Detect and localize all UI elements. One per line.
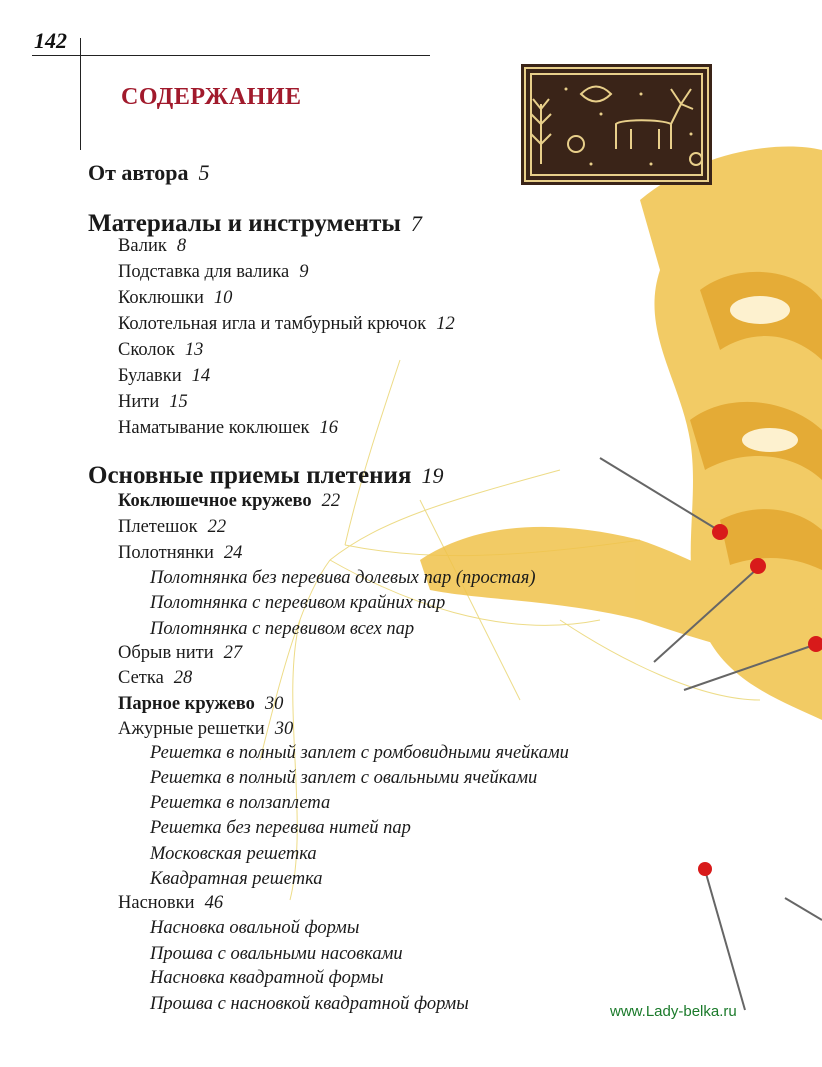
toc-entry-title: Коклюшки bbox=[118, 288, 204, 308]
toc-entry bbox=[88, 160, 210, 186]
toc-entry bbox=[118, 392, 188, 413]
toc-entry bbox=[88, 210, 422, 238]
toc-entry bbox=[118, 517, 226, 538]
toc-entry bbox=[118, 668, 192, 689]
toc-entry-page: 8 bbox=[176, 236, 187, 256]
toc-entry bbox=[118, 643, 242, 664]
toc-entry-title: Решетка в полный заплет с ромбовидными ячейками bbox=[150, 743, 569, 763]
page-title: СОДЕРЖАНИЕ bbox=[121, 84, 302, 110]
toc-entry bbox=[150, 568, 536, 589]
toc-entry-title: Наматывание коклюшек bbox=[118, 418, 310, 438]
toc-entry-page: 22 bbox=[207, 517, 227, 537]
toc-entry-title: Ажурные решетки bbox=[118, 719, 265, 739]
toc-entry bbox=[150, 944, 403, 965]
toc-entry bbox=[150, 994, 469, 1015]
toc-entry bbox=[118, 314, 455, 335]
toc-entry bbox=[118, 418, 338, 439]
toc-entry-title: Валик bbox=[118, 236, 167, 256]
toc-entry-title: Основные приемы плетения bbox=[88, 462, 412, 489]
toc-entry-page: 22 bbox=[321, 491, 341, 511]
toc-entry bbox=[118, 366, 210, 387]
toc-entry-title: Прошва с овальными насовками bbox=[150, 944, 403, 964]
toc-entry bbox=[150, 743, 569, 764]
toc-entry-title: Полотнянка без перевива долевых пар (простая) bbox=[150, 568, 536, 588]
toc-entry bbox=[150, 968, 383, 989]
toc-entry bbox=[118, 340, 203, 361]
toc-entry bbox=[88, 462, 443, 490]
toc-entry-page: 12 bbox=[436, 314, 455, 334]
toc-entry bbox=[150, 844, 317, 865]
toc-entry bbox=[150, 593, 445, 614]
toc-entry-title: Плетешок bbox=[118, 517, 198, 537]
toc-entry-title: Сетка bbox=[118, 668, 164, 688]
watermark-url: www.Lady-belka.ru bbox=[610, 1003, 737, 1020]
toc-entry-page: 30 bbox=[264, 694, 284, 714]
toc-entry-title: Парное кружево bbox=[118, 694, 255, 714]
toc-entry-page: 10 bbox=[213, 288, 233, 308]
toc-entry-title: Обрыв нити bbox=[118, 643, 214, 663]
toc-entry bbox=[150, 918, 359, 939]
toc-entry-page: 28 bbox=[173, 668, 193, 688]
toc-entry-title: Насновка квадратной формы bbox=[150, 968, 384, 988]
toc-entry bbox=[118, 491, 340, 512]
toc-entry-page: 7 bbox=[410, 211, 422, 236]
toc-entry-title: Подставка для валика bbox=[118, 262, 290, 282]
toc-entry bbox=[150, 768, 537, 789]
toc-entry bbox=[118, 288, 232, 309]
toc-entry-page: 9 bbox=[299, 262, 309, 282]
toc-entry bbox=[150, 619, 414, 640]
toc-entry-page: 13 bbox=[184, 340, 204, 360]
page-number: 142 bbox=[34, 28, 67, 53]
toc-entry-title: Булавки bbox=[118, 366, 182, 386]
toc-entry bbox=[118, 694, 283, 715]
toc-entry-page: 24 bbox=[223, 543, 243, 563]
toc-entry-page: 30 bbox=[274, 719, 294, 739]
toc-entry-title: Квадратная решетка bbox=[150, 869, 323, 889]
toc-entry bbox=[150, 818, 411, 839]
toc-entry-title: Насновка овальной формы bbox=[150, 918, 360, 938]
toc-entry-title: Коклюшечное кружево bbox=[118, 491, 312, 511]
toc-entry-page: 27 bbox=[223, 643, 243, 663]
toc-entry-title: Решетка без перевива нитей пар bbox=[150, 818, 411, 838]
toc-entry bbox=[118, 543, 242, 564]
toc-entry-title: Сколок bbox=[118, 340, 175, 360]
toc-entry-page: 46 bbox=[204, 893, 224, 913]
toc-entry-title: Полотнянка с перевивом всех пар bbox=[150, 619, 415, 639]
toc-entry bbox=[118, 236, 186, 257]
toc-entry-title: Московская решетка bbox=[150, 844, 317, 864]
toc-entry bbox=[150, 869, 323, 890]
toc-entry-title: Полотнянки bbox=[118, 543, 214, 563]
toc-entry bbox=[118, 262, 308, 283]
toc-entry bbox=[150, 793, 330, 814]
toc-entry-title: Прошва с насновкой квадратной формы bbox=[150, 994, 469, 1014]
toc-entry bbox=[118, 719, 293, 740]
toc-entry-title: Колотельная игла и тамбурный крючок bbox=[118, 314, 427, 334]
toc-entry-title: Насновки bbox=[118, 893, 195, 913]
toc-entry-title: От автора bbox=[88, 160, 189, 185]
toc-entry-title: Решетка в полный заплет с овальными ячейками bbox=[150, 768, 538, 788]
toc-entry-title: Полотнянка с перевивом крайних пар bbox=[150, 593, 446, 613]
toc-entry-title: Материалы и инструменты bbox=[88, 210, 401, 237]
toc-entry bbox=[118, 893, 223, 914]
toc-entry-page: 19 bbox=[421, 463, 444, 488]
toc-entry-page: 14 bbox=[191, 366, 211, 386]
toc-entry-title: Нити bbox=[118, 392, 160, 412]
toc-entry-page: 5 bbox=[198, 160, 210, 185]
toc-entry-page: 16 bbox=[319, 418, 339, 438]
toc-entry-title: Решетка в ползаплета bbox=[150, 793, 331, 813]
toc-entry-page: 15 bbox=[169, 392, 188, 412]
